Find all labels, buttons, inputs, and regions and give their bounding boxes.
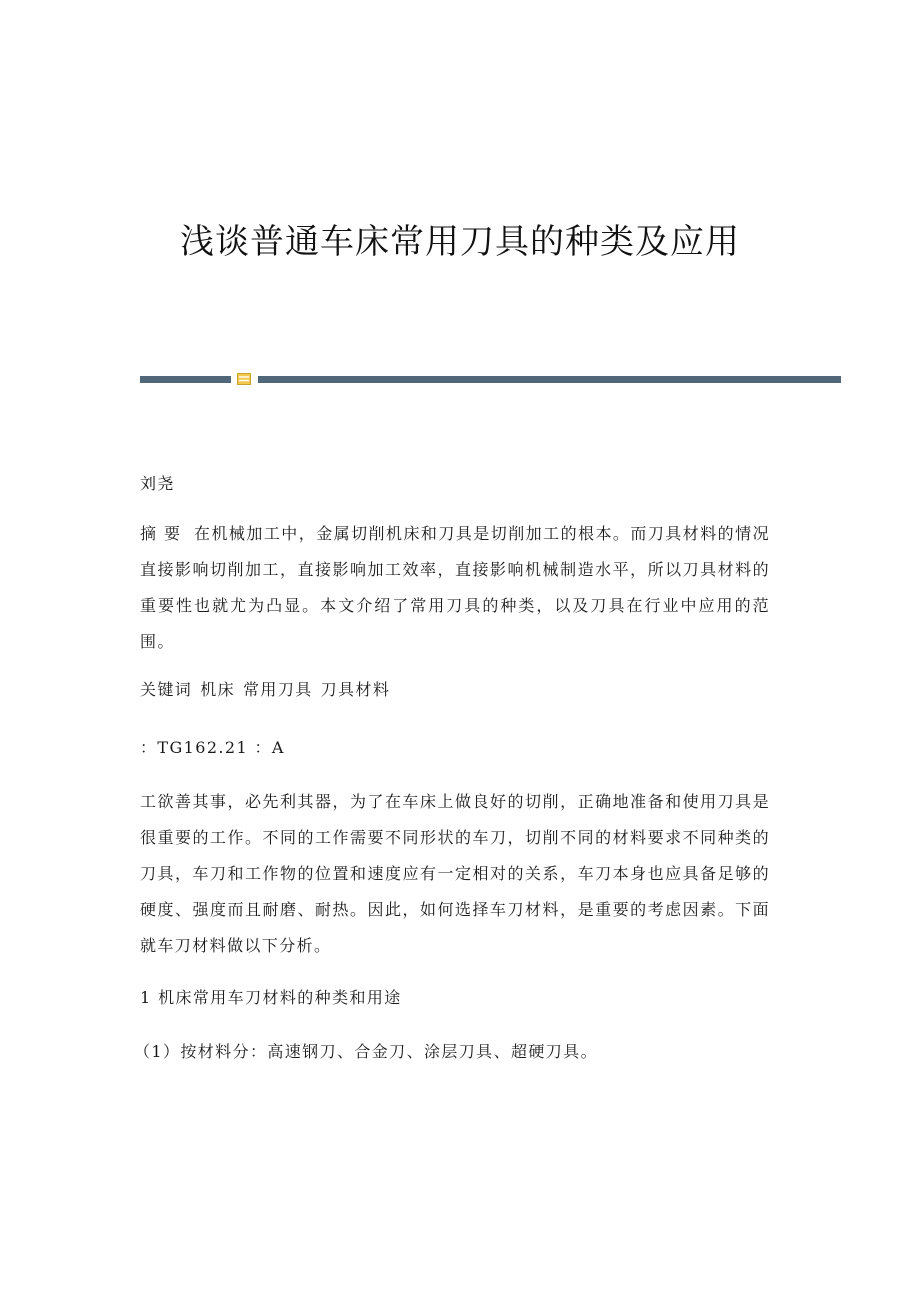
document-body [134, 466, 770, 1070]
keywords-line [140, 672, 770, 708]
divider-bar-right [258, 376, 841, 383]
title-divider [140, 372, 841, 386]
keyword-item: 常用刀具 [243, 680, 313, 699]
author-name: 刘尧 [140, 474, 175, 493]
keywords-label: 关键词 [140, 680, 193, 699]
abstract-label: 摘 要 [140, 524, 182, 543]
subsection-text: （1）按材料分：高速钢刀、合金刀、涂层刀具、超硬刀具。 [134, 1042, 598, 1061]
abstract-paragraph [140, 516, 770, 660]
keyword-item: 机床 [200, 680, 236, 699]
divider-ornament-icon [237, 373, 251, 385]
abstract-text: 在机械加工中，金属切削机床和刀具是切削加工的根本。而刀具材料的情况直接影响切削加工，直接影响加工效率，直接影响机械制造水平，所以刀具材料的重要性也就尤为凸显。本文介绍了常用刀具的种类，以及刀具在行业中应用的范围。 [140, 524, 770, 651]
divider-bar-left [140, 376, 231, 383]
intro-paragraph: 工欲善其事，必先利其器，为了在车床上做良好的切削，正确地准备和使用刀具是很重要的工作。不同的工作需要不同形状的车刀，切削不同的材料要求不同种类的刀具，车刀和工作物的位置和速度应有一定相对的关系，车刀本身也应具备足够的硬度、强度而且耐磨、耐热。因此，如何选择车刀材料，是重要的考虑因素。下面就车刀材料做以下分析。 [140, 792, 770, 955]
keyword-item: 刀具材料 [320, 680, 391, 699]
document-title: 浅谈普通车床常用刀具的种类及应用 [180, 222, 740, 262]
classification-code: ：TG162.21 ：A [140, 738, 285, 757]
section-heading: 1 机床常用车刀材料的种类和用途 [140, 988, 402, 1007]
